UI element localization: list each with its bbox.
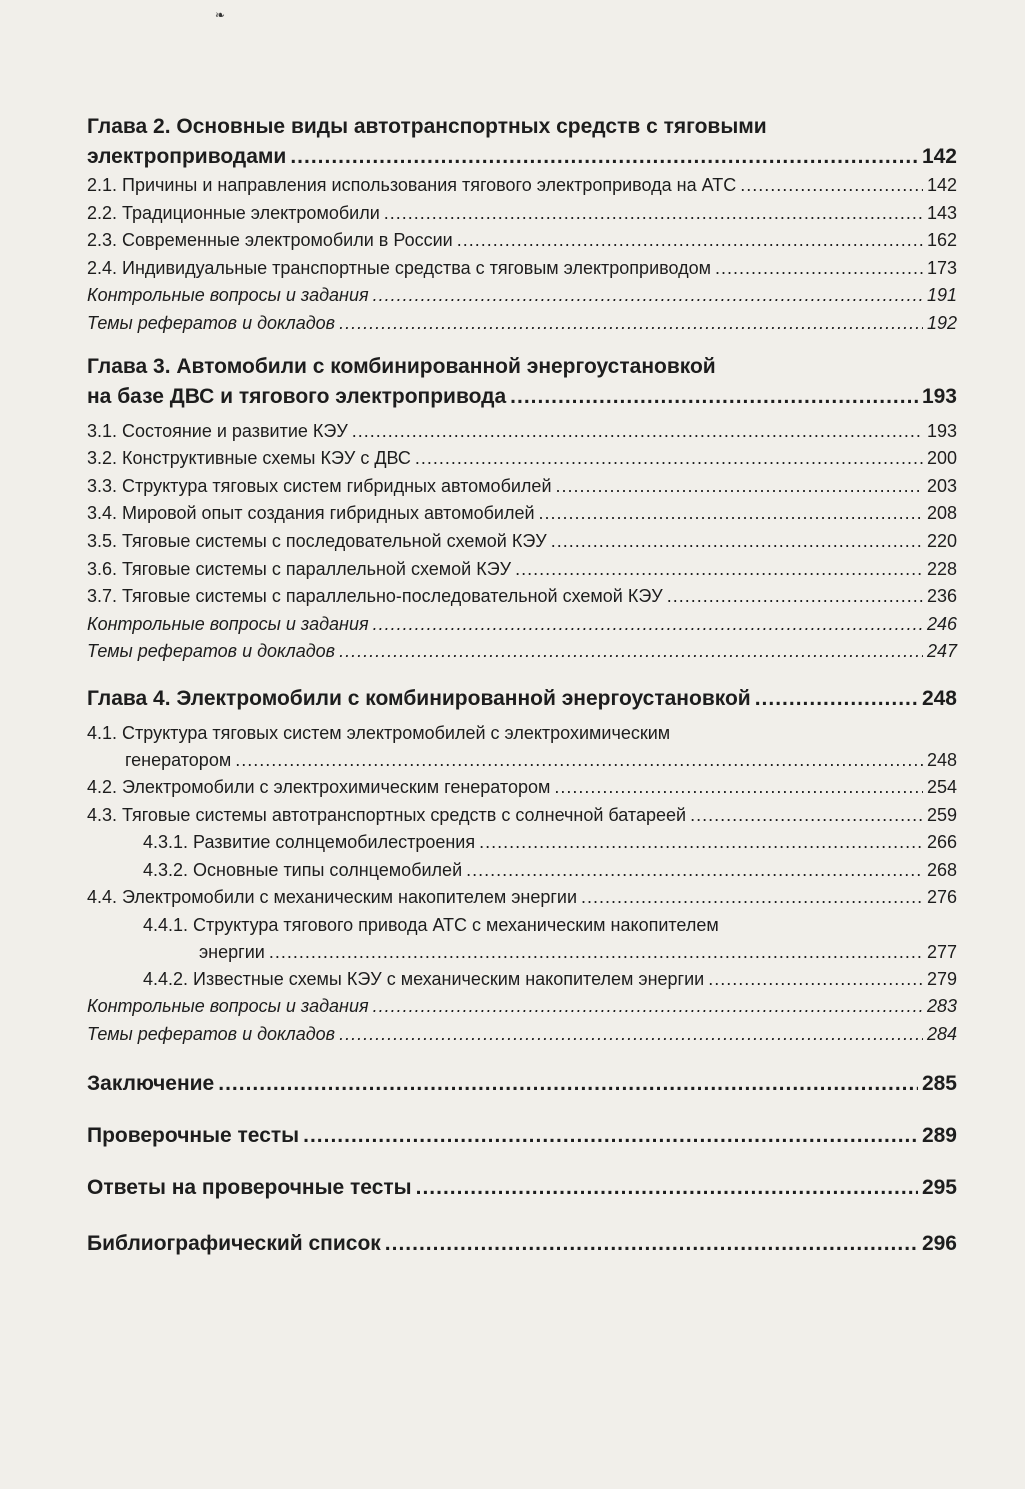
chapter-title-line: Ответы на проверочные тесты: [87, 1175, 412, 1199]
page-number: 279: [926, 968, 957, 989]
toc-entry: [87, 583, 957, 611]
toc-final-section: [87, 1069, 957, 1099]
toc-entry: [87, 556, 957, 584]
toc-entry: [87, 255, 957, 283]
page-number: 203: [926, 475, 957, 496]
leader-dots: [551, 528, 923, 556]
toc-entry: [87, 829, 957, 857]
entry-label: 4.4.2. Известные схемы КЭУ с механическим накопителем энергии: [143, 968, 705, 989]
page-number: 191: [926, 285, 957, 306]
chapter-title-entry: [87, 1173, 957, 1203]
entry-label: 3.1. Состояние и развитие КЭУ: [87, 420, 348, 441]
chapter-4-heading: [87, 684, 957, 714]
chapter-title-line: Проверочные тесты: [87, 1123, 300, 1147]
page-number: 268: [926, 859, 957, 880]
page-number: 248: [921, 686, 957, 710]
entry-label: Контрольные вопросы и задания: [87, 996, 369, 1017]
page-number: 208: [926, 503, 957, 524]
leader-dots: [510, 382, 918, 412]
spacer: [87, 338, 957, 352]
entry-label: 4.1. Структура тяговых систем электромобилей с электрохимическим: [87, 722, 671, 743]
chapter-title-entry: [87, 1229, 957, 1259]
leader-dots: [415, 445, 923, 473]
toc-entry: [87, 500, 957, 528]
entry-label: 3.7. Тяговые системы с параллельно-последовательной схемой КЭУ: [87, 586, 663, 607]
leader-dots: [479, 829, 923, 857]
chapter-title-entry: [87, 1121, 957, 1151]
leader-dots: [556, 473, 923, 501]
toc-entry: [87, 802, 957, 830]
entry-label: Темы рефератов и докладов: [87, 1024, 336, 1045]
page-number: 289: [921, 1123, 957, 1147]
toc-entry: [87, 611, 957, 639]
leader-dots: [339, 638, 923, 666]
leader-dots: [515, 556, 923, 584]
toc-entry: [87, 966, 957, 994]
entry-label: 2.3. Современные электромобили в России: [87, 230, 453, 251]
leader-dots: [373, 611, 923, 639]
toc-entry-multiline: [87, 912, 957, 966]
leader-dots: [218, 1069, 918, 1099]
page-number: 247: [926, 641, 957, 662]
page-number: 285: [921, 1071, 957, 1095]
page-number: 193: [921, 384, 957, 408]
entry-label: Темы рефератов и докладов: [87, 641, 336, 662]
page-number: 228: [926, 558, 957, 579]
chapter-title-line: Глава 4. Электромобили с комбинированной энергоустановкой: [87, 686, 751, 710]
page-number: 266: [926, 832, 957, 853]
page-number: 246: [926, 613, 957, 634]
entry-label: 4.4.1. Структура тягового привода АТС с механическим накопителем: [143, 914, 719, 935]
leader-dots: [708, 966, 923, 994]
toc-entry: [87, 747, 957, 774]
toc-entry: [87, 884, 957, 912]
entry-label: Темы рефератов и докладов: [87, 312, 336, 333]
leader-dots: [690, 802, 923, 830]
chapter-2-heading: [87, 112, 957, 172]
entry-label: 2.2. Традиционные электромобили: [87, 202, 380, 223]
entry-label: энергии: [199, 941, 265, 962]
entry-label: генератором: [125, 749, 232, 770]
entry-label: Контрольные вопросы и задания: [87, 613, 369, 634]
leader-dots: [539, 500, 923, 528]
toc-final-section: [87, 1173, 957, 1203]
leader-dots: [303, 1121, 918, 1151]
page-number: 142: [926, 175, 957, 195]
leader-dots: [755, 684, 918, 714]
spacer: [87, 1203, 957, 1229]
page-number: 162: [926, 230, 957, 251]
entry-label: 4.3.2. Основные типы солнцемобилей: [143, 859, 463, 880]
page-number: 142: [921, 145, 957, 168]
entry-label: 4.4. Электромобили с механическим накопителем энергии: [87, 887, 578, 908]
leader-dots: [581, 884, 923, 912]
entry-label: 3.6. Тяговые системы с параллельной схемой КЭУ: [87, 558, 512, 579]
leader-dots: [554, 774, 923, 802]
chapter-title-entry: [87, 382, 957, 412]
leader-dots: [352, 418, 923, 446]
page-number: 143: [926, 202, 957, 223]
chapter-title-line: Заключение: [87, 1071, 215, 1095]
leader-dots: [339, 1021, 923, 1049]
leader-dots: [385, 1229, 918, 1259]
chapter-title-line: электроприводами: [87, 145, 287, 168]
leader-dots: [235, 747, 923, 774]
page-number: 193: [926, 420, 957, 441]
chapter-title-entry: [87, 1069, 957, 1099]
spacer: [87, 1151, 957, 1173]
toc-entry: [87, 1021, 957, 1049]
ink-smudge-icon: ❧: [215, 8, 226, 22]
chapter-title-entry: [87, 684, 957, 714]
spacer: [87, 1049, 957, 1069]
page-number: 200: [926, 448, 957, 469]
page-number: 295: [921, 1175, 957, 1199]
leader-dots: [269, 939, 923, 966]
toc-entry: [87, 200, 957, 228]
toc-entry: [87, 227, 957, 255]
chapter-title-line: на базе ДВС и тягового электропривода: [87, 384, 507, 408]
leader-dots: [373, 282, 923, 310]
entry-label: 4.3. Тяговые системы автотранспортных средств с солнечной батареей: [87, 804, 687, 825]
page-number: 259: [926, 804, 957, 825]
toc-entry-multiline: [87, 720, 957, 774]
toc-entry: [143, 939, 957, 966]
toc-entry: [87, 282, 957, 310]
toc-entry: [87, 638, 957, 666]
leader-dots: [667, 583, 923, 611]
toc-entry: [87, 445, 957, 473]
page-number: 173: [926, 257, 957, 278]
chapter-title-line: Глава 3. Автомобили с комбинированной энергоустановкой: [87, 354, 716, 378]
chapter-title-line: Глава 2. Основные виды автотранспортных средств с тяговыми: [87, 115, 767, 138]
page-number: 192: [926, 312, 957, 333]
leader-dots: [457, 227, 923, 255]
entry-label: 2.1. Причины и направления использования тягового электропривода на АТС: [87, 175, 737, 195]
entry-label: 3.2. Конструктивные схемы КЭУ с ДВС: [87, 448, 411, 469]
toc-entry: [87, 418, 957, 446]
entry-label: Контрольные вопросы и задания: [87, 285, 369, 306]
toc-entry: [87, 993, 957, 1021]
page-number: 284: [926, 1024, 957, 1045]
leader-dots: [715, 255, 923, 283]
chapter-3-heading: [87, 352, 957, 412]
page-number: 254: [926, 776, 957, 797]
toc-entry: [87, 310, 957, 338]
toc-final-section: [87, 1229, 957, 1259]
toc-entry: [87, 774, 957, 802]
table-of-contents: [87, 112, 957, 1259]
entry-label: 3.5. Тяговые системы с последовательной схемой КЭУ: [87, 530, 547, 551]
toc-entry: [87, 528, 957, 556]
chapter-title-entry: [87, 142, 957, 172]
toc-entry: [87, 473, 957, 501]
leader-dots: [384, 200, 923, 228]
page-number: 296: [921, 1231, 957, 1255]
entry-label: 2.4. Индивидуальные транспортные средства с тяговым электроприводом: [87, 257, 711, 278]
entry-label: 4.2. Электромобили с электрохимическим генератором: [87, 776, 551, 797]
leader-dots: [339, 310, 923, 338]
spacer: [87, 1099, 957, 1121]
page-number: 276: [926, 887, 957, 908]
spacer: [87, 666, 957, 684]
page-number: 236: [926, 586, 957, 607]
chapter-title-line: Библиографический список: [87, 1231, 381, 1255]
page-number: 248: [926, 749, 957, 770]
leader-dots: [740, 172, 923, 200]
leader-dots: [290, 142, 918, 172]
leader-dots: [416, 1173, 918, 1203]
leader-dots: [373, 993, 923, 1021]
toc-entry: [87, 172, 957, 200]
toc-entry: [87, 857, 957, 885]
leader-dots: [466, 857, 923, 885]
page-number: 283: [926, 996, 957, 1017]
page-number: 277: [926, 941, 957, 962]
entry-label: 4.3.1. Развитие солнцемобилестроения: [143, 832, 476, 853]
entry-label: 3.3. Структура тяговых систем гибридных автомобилей: [87, 475, 552, 496]
page-number: 220: [926, 530, 957, 551]
entry-label: 3.4. Мировой опыт создания гибридных автомобилей: [87, 503, 535, 524]
toc-final-section: [87, 1121, 957, 1151]
